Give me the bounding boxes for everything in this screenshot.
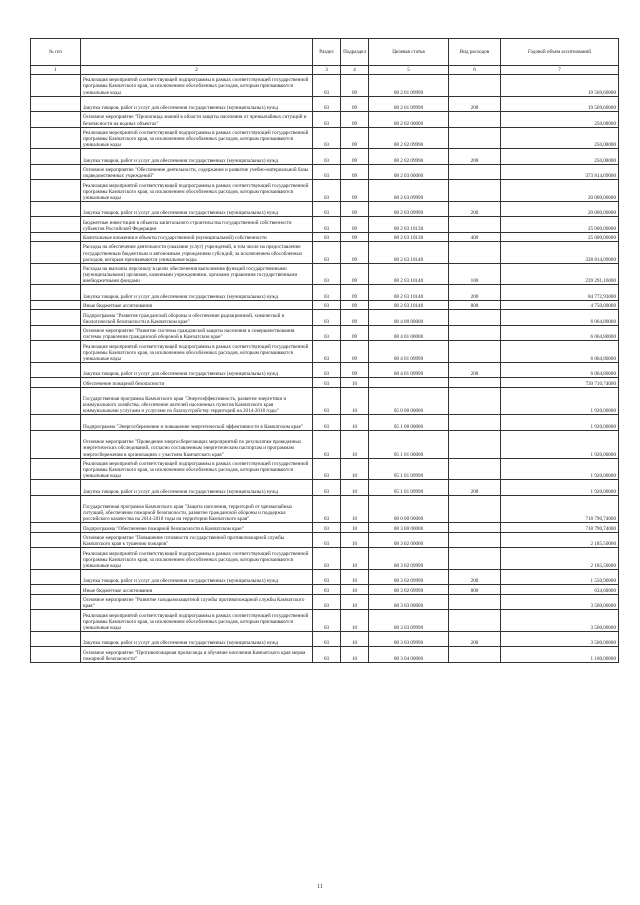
section-cell: 03 <box>313 647 341 663</box>
table-row <box>31 458 619 480</box>
subsection-cell: 09 <box>341 242 369 264</box>
subsection-cell: 10 <box>341 378 369 387</box>
amount-cell: 250,00000 <box>501 127 619 149</box>
header-exptype: Вид расходов <box>449 39 501 66</box>
section-cell: 03 <box>313 96 341 112</box>
target-article-cell: 08 2 03 09990 <box>369 201 449 217</box>
section-cell: 03 <box>313 127 341 149</box>
target-article-cell: 08 2 02 09990 <box>369 127 449 149</box>
target-article-cell: 08 2 03 10140 <box>369 285 449 301</box>
row-number-cell <box>31 585 81 594</box>
target-article-cell: 08 3 02 09990 <box>369 585 449 594</box>
item-name-cell: Государственная программа Камчатского края "Защита населения, территорий от чрезвычайных ситуаций, обеспечение пожарной безопасности, развитие гражданской обороны и поддержка российского казачества на 2014-2018 годы на территории Камчатского края" <box>81 495 313 523</box>
row-number-cell <box>31 523 81 532</box>
item-name-cell: Иные бюджетные ассигнования <box>81 300 313 309</box>
target-article-cell: 08 2 02 09990 <box>369 149 449 165</box>
amount-cell: 1 100,00000 <box>501 647 619 663</box>
row-number-cell <box>31 495 81 523</box>
item-name-cell: Реализация мероприятий соответствующей подпрограммы в рамках соответствующей государственной программы Камчатского края, за исключением обособленных расходов, которым присваиваются уникальные коды <box>81 75 313 97</box>
expense-type-cell: 200 <box>449 96 501 112</box>
target-article-cell: 08 3 03 09990 <box>369 610 449 632</box>
item-name-cell: Закупка товаров, работ и услуг для обеспечения государственных (муниципальных) нужд <box>81 362 313 378</box>
section-cell: 03 <box>313 341 341 363</box>
section-cell: 03 <box>313 325 341 341</box>
row-number-cell <box>31 232 81 241</box>
target-article-cell: 08 4 01 09990 <box>369 362 449 378</box>
index-cell: 5 <box>369 66 449 75</box>
amount-cell: 2 185,50000 <box>501 548 619 570</box>
table-row <box>31 341 619 363</box>
row-number-cell <box>31 415 81 431</box>
item-name-cell: Реализация мероприятий соответствующей подпрограммы в рамках соответствующей государственной программы Камчатского края, за исключением обособленных расходов, которым присваиваются уникальные коды <box>81 610 313 632</box>
item-name-cell: Закупка товаров, работ и услуг для обеспечения государственных (муниципальных) нужд <box>81 569 313 585</box>
header-amount: Годовой объем ассигнований <box>501 39 619 66</box>
section-cell: 03 <box>313 300 341 309</box>
row-number-cell <box>31 341 81 363</box>
section-cell: 03 <box>313 112 341 128</box>
header-section: Раздел <box>313 39 341 66</box>
expense-type-cell <box>449 325 501 341</box>
header-num: № п/п <box>31 39 81 66</box>
table-row <box>31 631 619 647</box>
row-number-cell <box>31 96 81 112</box>
amount-cell: 19 569,60000 <box>501 96 619 112</box>
expense-type-cell <box>449 430 501 458</box>
section-cell: 03 <box>313 164 341 180</box>
target-article-cell: 08 3 00 00000 <box>369 523 449 532</box>
expense-type-cell <box>449 217 501 233</box>
index-cell: 3 <box>313 66 341 75</box>
table-row <box>31 127 619 149</box>
subsection-cell: 10 <box>341 415 369 431</box>
table-row <box>31 232 619 241</box>
subsection-cell: 09 <box>341 263 369 285</box>
target-article-cell: 08 3 02 09990 <box>369 548 449 570</box>
amount-cell: 239 291,16000 <box>501 263 619 285</box>
target-article-cell: 08 2 01 09990 <box>369 75 449 97</box>
expense-type-cell: 200 <box>449 362 501 378</box>
item-name-cell: Обеспечение пожарной безопасности <box>81 378 313 387</box>
expense-type-cell: 800 <box>449 300 501 309</box>
table-row <box>31 569 619 585</box>
expense-type-cell <box>449 242 501 264</box>
subsection-cell: 10 <box>341 585 369 594</box>
table-row <box>31 378 619 387</box>
table-row <box>31 548 619 570</box>
expense-type-cell <box>449 378 501 387</box>
row-number-cell <box>31 217 81 233</box>
amount-cell: 25 000,00000 <box>501 217 619 233</box>
subsection-cell: 09 <box>341 127 369 149</box>
table-row <box>31 647 619 663</box>
table-row <box>31 325 619 341</box>
row-number-cell <box>31 242 81 264</box>
expense-type-cell <box>449 112 501 128</box>
target-article-cell: 08 4 01 00000 <box>369 325 449 341</box>
item-name-cell: Основное мероприятие "Проведение энергосберегающих мероприятий по результатам проведенных энергетических обследований, согласно составленным энергетическим паспортам и программам энергосбережения в организациях с участием Камчатского края" <box>81 430 313 458</box>
row-number-cell <box>31 458 81 480</box>
item-name-cell: Реализация мероприятий соответствующей подпрограммы в рамках соответствующей государственной программы Камчатского края, за исключением обособленных расходов, которым присваиваются уникальные коды <box>81 127 313 149</box>
item-name-cell: Государственная программа Камчатского края "Энергоэффективность, развитие энергетики и коммунального хозяйства, обеспечение жителей населенных пунктов Камчатского края коммунальными услугами и услугами по благоустройству территорий на 2014-2018 годы" <box>81 387 313 415</box>
item-name-cell: Подпрограмма "Обеспечение пожарной безопасности в Камчатском крае" <box>81 523 313 532</box>
row-number-cell <box>31 112 81 128</box>
target-article-cell: 05 1 01 09990 <box>369 480 449 496</box>
target-article-cell: 05 0 00 00000 <box>369 387 449 415</box>
table-row <box>31 310 619 326</box>
column-index-row <box>31 66 619 75</box>
table-row <box>31 415 619 431</box>
row-number-cell <box>31 285 81 301</box>
section-cell: 03 <box>313 458 341 480</box>
header-name <box>81 39 313 66</box>
index-cell: 6 <box>449 66 501 75</box>
expense-type-cell <box>449 164 501 180</box>
row-number-cell <box>31 300 81 309</box>
row-number-cell <box>31 569 81 585</box>
expense-type-cell <box>449 495 501 523</box>
section-cell: 03 <box>313 532 341 548</box>
item-name-cell: Реализация мероприятий соответствующей подпрограммы в рамках соответствующей государственной программы Камчатского края, за исключением обособленных расходов, которым присваиваются уникальные коды <box>81 180 313 202</box>
target-article-cell: 05 1 01 00000 <box>369 430 449 458</box>
subsection-cell: 09 <box>341 201 369 217</box>
target-article-cell: 08 2 02 00000 <box>369 112 449 128</box>
item-name-cell: Бюджетные инвестиции в объекты капитального строительства государственной собственности субъектов Российской Федерации <box>81 217 313 233</box>
target-article-cell: 08 2 03 10140 <box>369 300 449 309</box>
expense-type-cell: 800 <box>449 585 501 594</box>
target-article-cell: 08 2 03 00000 <box>369 164 449 180</box>
table-row <box>31 112 619 128</box>
subsection-cell: 10 <box>341 610 369 632</box>
expense-type-cell: 200 <box>449 201 501 217</box>
section-cell: 03 <box>313 232 341 241</box>
subsection-cell: 09 <box>341 325 369 341</box>
expense-type-cell: 200 <box>449 285 501 301</box>
table-row <box>31 523 619 532</box>
row-number-cell <box>31 75 81 97</box>
row-number-cell <box>31 325 81 341</box>
subsection-cell: 09 <box>341 300 369 309</box>
subsection-cell: 09 <box>341 180 369 202</box>
target-article-cell: 08 3 03 09990 <box>369 631 449 647</box>
subsection-cell: 09 <box>341 75 369 97</box>
target-article-cell: 08 4 01 09990 <box>369 341 449 363</box>
item-name-cell: Расходы на выплаты персоналу в целях обеспечения выполнения функций государственными (муниципальными) органами, казенными учреждениями, органами управления государственными внебюджетными фондами <box>81 263 313 285</box>
budget-table <box>30 38 619 663</box>
item-name-cell: Основное мероприятие "Повышение готовности государственной противопожарной службы Камчатского края к тушению пожаров" <box>81 532 313 548</box>
item-name-cell: Основное мероприятие "Противопожарная пропаганда и обучение населения Камчатского края мерам пожарной безопасности" <box>81 647 313 663</box>
index-cell: 7 <box>501 66 619 75</box>
target-article-cell: 08 0 00 00000 <box>369 495 449 523</box>
amount-cell: 718 790,74000 <box>501 523 619 532</box>
row-number-cell <box>31 430 81 458</box>
item-name-cell: Закупка товаров, работ и услуг для обеспечения государственных (муниципальных) нужд <box>81 149 313 165</box>
expense-type-cell <box>449 127 501 149</box>
amount-cell: 634,60000 <box>501 585 619 594</box>
item-name-cell: Реализация мероприятий соответствующей подпрограммы в рамках соответствующей государственной программы Камчатского края, за исключением обособленных расходов, которым присваиваются уникальные коды <box>81 458 313 480</box>
subsection-cell: 09 <box>341 341 369 363</box>
item-name-cell: Основное мероприятие "Развитие газодымозащитной службы противопожарной службы Камчатского края" <box>81 594 313 610</box>
item-name-cell: Иные бюджетные ассигнования <box>81 585 313 594</box>
section-cell: 03 <box>313 610 341 632</box>
subsection-cell: 10 <box>341 532 369 548</box>
table-row <box>31 532 619 548</box>
target-article-cell: 08 3 04 00000 <box>369 647 449 663</box>
item-name-cell: Основное мероприятие "Обеспечение деятельности, содержание и развитие учебно-материальной базы подведомственных учреждений" <box>81 164 313 180</box>
subsection-cell: 10 <box>341 430 369 458</box>
header-subsection: Подраздел <box>341 39 369 66</box>
target-article-cell: 08 2 03 10130 <box>369 232 449 241</box>
amount-cell: 19 569,60000 <box>501 75 619 97</box>
row-number-cell <box>31 480 81 496</box>
section-cell: 03 <box>313 548 341 570</box>
page-number: 11 <box>317 884 323 890</box>
target-article-cell: 08 4 00 00000 <box>369 310 449 326</box>
subsection-cell: 10 <box>341 569 369 585</box>
amount-cell: 3 500,00000 <box>501 631 619 647</box>
amount-cell: 6 064,80000 <box>501 310 619 326</box>
section-cell: 03 <box>313 569 341 585</box>
row-number-cell <box>31 647 81 663</box>
table-row <box>31 387 619 415</box>
subsection-cell: 09 <box>341 112 369 128</box>
section-cell: 03 <box>313 310 341 326</box>
index-cell: 1 <box>31 66 81 75</box>
subsection-cell: 10 <box>341 548 369 570</box>
expense-type-cell <box>449 415 501 431</box>
expense-type-cell <box>449 458 501 480</box>
expense-type-cell <box>449 548 501 570</box>
table-row <box>31 217 619 233</box>
expense-type-cell: 400 <box>449 232 501 241</box>
subsection-cell: 09 <box>341 310 369 326</box>
section-cell: 03 <box>313 285 341 301</box>
item-name-cell: Закупка товаров, работ и услуг для обеспечения государственных (муниципальных) нужд <box>81 96 313 112</box>
target-article-cell: 08 2 03 10130 <box>369 217 449 233</box>
subsection-cell: 09 <box>341 362 369 378</box>
section-cell: 03 <box>313 242 341 264</box>
budget-document-page <box>30 38 618 663</box>
target-article-cell: 08 2 01 09990 <box>369 96 449 112</box>
amount-cell: 1 920,00000 <box>501 387 619 415</box>
expense-type-cell: 200 <box>449 149 501 165</box>
amount-cell: 3 500,00000 <box>501 594 619 610</box>
table-row <box>31 149 619 165</box>
expense-type-cell <box>449 180 501 202</box>
subsection-cell: 10 <box>341 647 369 663</box>
section-cell: 03 <box>313 263 341 285</box>
section-cell: 03 <box>313 362 341 378</box>
table-row <box>31 75 619 97</box>
row-number-cell <box>31 378 81 387</box>
amount-cell: 720 710,74000 <box>501 378 619 387</box>
row-number-cell <box>31 149 81 165</box>
subsection-cell: 10 <box>341 631 369 647</box>
amount-cell: 6 064,80000 <box>501 325 619 341</box>
subsection-cell: 09 <box>341 232 369 241</box>
expense-type-cell <box>449 341 501 363</box>
item-name-cell: Основное мероприятие "Пропаганда знаний в области защиты населения от чрезвычайных ситуаций и безопасности на водных объектах" <box>81 112 313 128</box>
row-number-cell <box>31 263 81 285</box>
item-name-cell: Реализация мероприятий соответствующей подпрограммы в рамках соответствующей государственной программы Камчатского края, за исключением обособленных расходов, которым присваиваются уникальные коды <box>81 548 313 570</box>
row-number-cell <box>31 532 81 548</box>
item-name-cell: Реализация мероприятий соответствующей подпрограммы в рамках соответствующей государственной программы Камчатского края, за исключением обособленных расходов, которым присваиваются уникальные коды <box>81 341 313 363</box>
subsection-cell: 09 <box>341 164 369 180</box>
item-name-cell: Подпрограмма "Развитие гражданской обороны и обеспечение радиационной, химической и биологической безопасности в Камчатском крае" <box>81 310 313 326</box>
row-number-cell <box>31 310 81 326</box>
amount-cell: 4 750,00000 <box>501 300 619 309</box>
target-article-cell: 05 1 00 00000 <box>369 415 449 431</box>
amount-cell: 6 064,80000 <box>501 362 619 378</box>
row-number-cell <box>31 594 81 610</box>
amount-cell: 20 000,00000 <box>501 201 619 217</box>
target-article-cell: 08 3 02 09990 <box>369 569 449 585</box>
section-cell: 03 <box>313 201 341 217</box>
amount-cell: 20 000,00000 <box>501 180 619 202</box>
item-name-cell: Подпрограмма "Энергосбережение и повышение энергетической эффективности в Камчатском крае" <box>81 415 313 431</box>
subsection-cell: 09 <box>341 96 369 112</box>
table-row <box>31 180 619 202</box>
amount-cell: 1 920,00000 <box>501 430 619 458</box>
expense-type-cell <box>449 387 501 415</box>
target-article-cell: 08 3 03 00000 <box>369 594 449 610</box>
row-number-cell <box>31 362 81 378</box>
index-cell: 2 <box>81 66 313 75</box>
amount-cell: 3 500,00000 <box>501 610 619 632</box>
target-article-cell: 08 2 03 10140 <box>369 263 449 285</box>
section-cell: 03 <box>313 387 341 415</box>
subsection-cell: 10 <box>341 480 369 496</box>
subsection-cell: 10 <box>341 594 369 610</box>
amount-cell: 1 920,00000 <box>501 415 619 431</box>
row-number-cell <box>31 548 81 570</box>
subsection-cell: 10 <box>341 495 369 523</box>
item-name-cell: Основное мероприятие "Развитие системы гражданской защиты населения и совершенствования системы управления гражданской обороной в Камчатском крае" <box>81 325 313 341</box>
amount-cell: 1 550,90000 <box>501 569 619 585</box>
table-row <box>31 495 619 523</box>
item-name-cell: Капитальные вложения в объекты государственной (муниципальной) собственности <box>81 232 313 241</box>
amount-cell: 6 064,80000 <box>501 341 619 363</box>
expense-type-cell <box>449 594 501 610</box>
table-row <box>31 201 619 217</box>
section-cell: 03 <box>313 415 341 431</box>
amount-cell: 1 920,00000 <box>501 458 619 480</box>
budget-table-body <box>31 75 619 663</box>
row-number-cell <box>31 201 81 217</box>
section-cell: 03 <box>313 217 341 233</box>
section-cell: 03 <box>313 585 341 594</box>
section-cell: 03 <box>313 480 341 496</box>
amount-cell: 250,00000 <box>501 112 619 128</box>
amount-cell: 373 814,09000 <box>501 164 619 180</box>
table-row <box>31 594 619 610</box>
target-article-cell: 08 3 02 00000 <box>369 532 449 548</box>
table-row <box>31 300 619 309</box>
section-cell: 03 <box>313 149 341 165</box>
row-number-cell <box>31 387 81 415</box>
target-article-cell: 08 2 03 10140 <box>369 242 449 264</box>
amount-cell: 84 772,93000 <box>501 285 619 301</box>
section-cell: 03 <box>313 430 341 458</box>
expense-type-cell: 200 <box>449 569 501 585</box>
subsection-cell: 09 <box>341 217 369 233</box>
expense-type-cell <box>449 647 501 663</box>
subsection-cell: 10 <box>341 523 369 532</box>
amount-cell: 1 920,00000 <box>501 480 619 496</box>
row-number-cell <box>31 180 81 202</box>
row-number-cell <box>31 610 81 632</box>
row-number-cell <box>31 164 81 180</box>
expense-type-cell <box>449 310 501 326</box>
index-cell: 4 <box>341 66 369 75</box>
expense-type-cell <box>449 75 501 97</box>
table-row <box>31 610 619 632</box>
amount-cell: 25 000,00000 <box>501 232 619 241</box>
table-row <box>31 585 619 594</box>
table-row <box>31 285 619 301</box>
table-row <box>31 430 619 458</box>
table-header-row <box>31 39 619 66</box>
expense-type-cell <box>449 532 501 548</box>
amount-cell: 328 814,09000 <box>501 242 619 264</box>
section-cell: 03 <box>313 523 341 532</box>
section-cell: 03 <box>313 75 341 97</box>
table-row <box>31 362 619 378</box>
item-name-cell: Закупка товаров, работ и услуг для обеспечения государственных (муниципальных) нужд <box>81 480 313 496</box>
table-row <box>31 164 619 180</box>
subsection-cell: 10 <box>341 458 369 480</box>
expense-type-cell: 200 <box>449 631 501 647</box>
section-cell: 03 <box>313 180 341 202</box>
section-cell: 03 <box>313 594 341 610</box>
target-article-cell <box>369 378 449 387</box>
item-name-cell: Закупка товаров, работ и услуг для обеспечения государственных (муниципальных) нужд <box>81 631 313 647</box>
section-cell: 03 <box>313 378 341 387</box>
amount-cell: 718 790,74000 <box>501 495 619 523</box>
expense-type-cell <box>449 523 501 532</box>
table-row <box>31 242 619 264</box>
amount-cell: 2 185,50000 <box>501 532 619 548</box>
expense-type-cell: 100 <box>449 263 501 285</box>
subsection-cell: 09 <box>341 285 369 301</box>
table-row <box>31 263 619 285</box>
target-article-cell: 05 1 01 09990 <box>369 458 449 480</box>
header-target: Целевая статья <box>369 39 449 66</box>
row-number-cell <box>31 127 81 149</box>
expense-type-cell <box>449 610 501 632</box>
item-name-cell: Расходы на обеспечение деятельности (оказание услуг) учреждений, в том числе на предоставление государственным бюджетным и автономным учреждениям субсидий, за исключением обособленных расходов, которым присваиваются уникальные коды <box>81 242 313 264</box>
item-name-cell: Закупка товаров, работ и услуг для обеспечения государственных (муниципальных) нужд <box>81 285 313 301</box>
expense-type-cell: 200 <box>449 480 501 496</box>
section-cell: 03 <box>313 631 341 647</box>
subsection-cell: 10 <box>341 387 369 415</box>
row-number-cell <box>31 631 81 647</box>
target-article-cell: 08 2 03 09990 <box>369 180 449 202</box>
table-row <box>31 480 619 496</box>
item-name-cell: Закупка товаров, работ и услуг для обеспечения государственных (муниципальных) нужд <box>81 201 313 217</box>
amount-cell: 250,00000 <box>501 149 619 165</box>
section-cell: 03 <box>313 495 341 523</box>
subsection-cell: 09 <box>341 149 369 165</box>
table-row <box>31 96 619 112</box>
